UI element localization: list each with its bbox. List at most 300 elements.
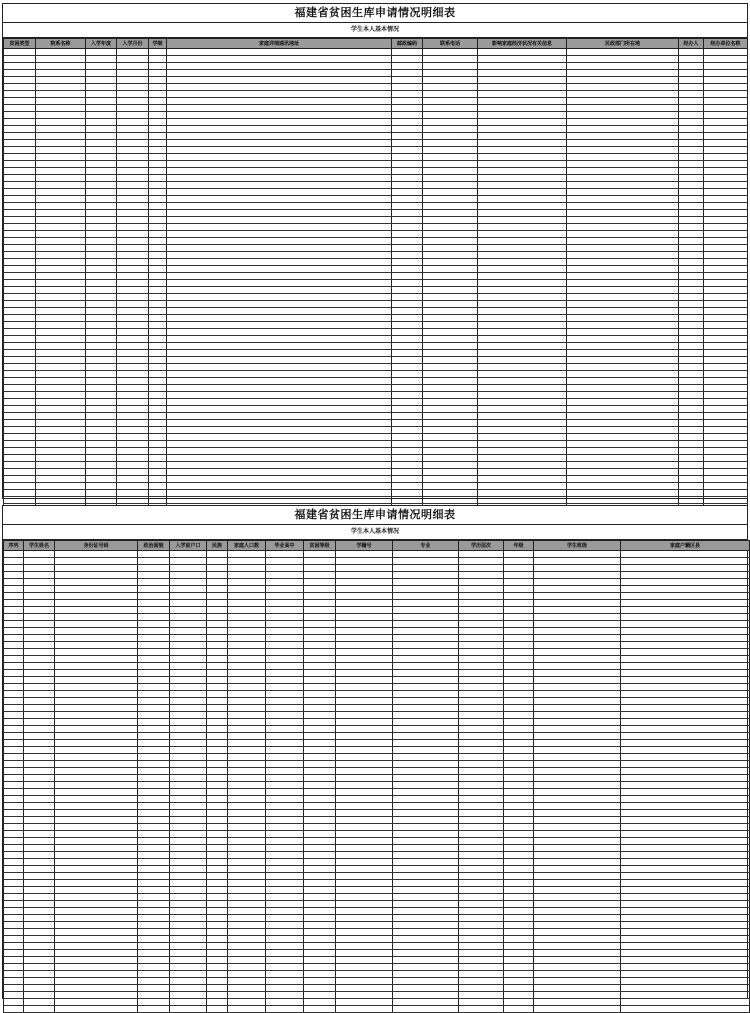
table-cell[interactable] <box>149 490 167 497</box>
table-cell[interactable] <box>393 733 459 740</box>
table-cell[interactable] <box>86 455 117 462</box>
table-cell[interactable] <box>4 803 24 810</box>
table-cell[interactable] <box>228 733 266 740</box>
table-cell[interactable] <box>228 992 266 999</box>
table-cell[interactable] <box>266 649 304 656</box>
table-cell[interactable] <box>534 768 621 775</box>
table-cell[interactable] <box>266 880 304 887</box>
table-cell[interactable] <box>478 392 567 399</box>
table-cell[interactable] <box>679 238 704 245</box>
table-cell[interactable] <box>534 621 621 628</box>
table-cell[interactable] <box>304 824 336 831</box>
table-cell[interactable] <box>704 497 748 504</box>
table-cell[interactable] <box>138 852 170 859</box>
table-cell[interactable] <box>621 789 750 796</box>
table-cell[interactable] <box>207 663 228 670</box>
table-cell[interactable] <box>567 413 679 420</box>
table-cell[interactable] <box>86 133 117 140</box>
table-cell[interactable] <box>138 887 170 894</box>
table-cell[interactable] <box>679 259 704 266</box>
table-cell[interactable] <box>138 726 170 733</box>
table-cell[interactable] <box>4 558 24 565</box>
table-cell[interactable] <box>392 413 423 420</box>
table-cell[interactable] <box>336 796 393 803</box>
table-cell[interactable] <box>679 301 704 308</box>
table-cell[interactable] <box>393 677 459 684</box>
table-cell[interactable] <box>567 154 679 161</box>
table-cell[interactable] <box>55 873 138 880</box>
table-cell[interactable] <box>4 761 24 768</box>
table-cell[interactable] <box>393 852 459 859</box>
table-cell[interactable] <box>336 845 393 852</box>
table-cell[interactable] <box>478 462 567 469</box>
table-cell[interactable] <box>24 985 55 992</box>
table-cell[interactable] <box>4 950 24 957</box>
table-cell[interactable] <box>336 775 393 782</box>
table-cell[interactable] <box>567 140 679 147</box>
table-cell[interactable] <box>534 586 621 593</box>
table-cell[interactable] <box>392 399 423 406</box>
table-cell[interactable] <box>36 203 86 210</box>
table-cell[interactable] <box>459 677 504 684</box>
table-cell[interactable] <box>149 98 167 105</box>
table-cell[interactable] <box>167 490 392 497</box>
table-cell[interactable] <box>459 971 504 978</box>
table-cell[interactable] <box>266 894 304 901</box>
table-cell[interactable] <box>55 600 138 607</box>
table-cell[interactable] <box>393 831 459 838</box>
table-cell[interactable] <box>170 740 207 747</box>
table-cell[interactable] <box>149 168 167 175</box>
table-cell[interactable] <box>86 126 117 133</box>
table-cell[interactable] <box>207 845 228 852</box>
table-cell[interactable] <box>336 992 393 999</box>
table-cell[interactable] <box>459 698 504 705</box>
table-cell[interactable] <box>336 971 393 978</box>
table-cell[interactable] <box>504 733 534 740</box>
table-cell[interactable] <box>478 469 567 476</box>
table-cell[interactable] <box>336 817 393 824</box>
table-cell[interactable] <box>459 628 504 635</box>
table-cell[interactable] <box>304 719 336 726</box>
table-cell[interactable] <box>55 824 138 831</box>
table-cell[interactable] <box>24 978 55 985</box>
table-cell[interactable] <box>392 266 423 273</box>
table-cell[interactable] <box>4 964 24 971</box>
table-cell[interactable] <box>86 63 117 70</box>
table-cell[interactable] <box>207 642 228 649</box>
table-cell[interactable] <box>266 614 304 621</box>
table-cell[interactable] <box>393 908 459 915</box>
table-cell[interactable] <box>138 978 170 985</box>
table-cell[interactable] <box>504 978 534 985</box>
table-cell[interactable] <box>117 399 149 406</box>
table-cell[interactable] <box>117 98 149 105</box>
table-cell[interactable] <box>228 950 266 957</box>
table-cell[interactable] <box>86 322 117 329</box>
table-cell[interactable] <box>392 490 423 497</box>
table-cell[interactable] <box>55 572 138 579</box>
table-cell[interactable] <box>336 649 393 656</box>
table-cell[interactable] <box>679 371 704 378</box>
table-cell[interactable] <box>170 964 207 971</box>
table-cell[interactable] <box>304 628 336 635</box>
table-cell[interactable] <box>207 852 228 859</box>
table-cell[interactable] <box>534 999 621 1006</box>
table-cell[interactable] <box>304 957 336 964</box>
table-cell[interactable] <box>4 126 36 133</box>
table-cell[interactable] <box>167 98 392 105</box>
table-cell[interactable] <box>228 649 266 656</box>
table-cell[interactable] <box>459 978 504 985</box>
table-cell[interactable] <box>24 754 55 761</box>
table-cell[interactable] <box>393 607 459 614</box>
table-cell[interactable] <box>86 252 117 259</box>
table-cell[interactable] <box>423 224 478 231</box>
table-cell[interactable] <box>704 448 748 455</box>
table-cell[interactable] <box>567 441 679 448</box>
table-cell[interactable] <box>459 656 504 663</box>
table-cell[interactable] <box>207 1006 228 1013</box>
table-cell[interactable] <box>117 280 149 287</box>
table-cell[interactable] <box>55 929 138 936</box>
table-cell[interactable] <box>138 754 170 761</box>
table-cell[interactable] <box>86 168 117 175</box>
table-cell[interactable] <box>266 579 304 586</box>
table-cell[interactable] <box>393 614 459 621</box>
table-cell[interactable] <box>86 294 117 301</box>
table-cell[interactable] <box>117 462 149 469</box>
table-cell[interactable] <box>423 49 478 56</box>
table-cell[interactable] <box>4 691 24 698</box>
table-cell[interactable] <box>207 670 228 677</box>
table-cell[interactable] <box>170 600 207 607</box>
table-cell[interactable] <box>304 789 336 796</box>
table-cell[interactable] <box>621 726 750 733</box>
table-cell[interactable] <box>304 768 336 775</box>
table-cell[interactable] <box>393 775 459 782</box>
table-cell[interactable] <box>704 147 748 154</box>
table-cell[interactable] <box>228 551 266 558</box>
table-cell[interactable] <box>4 957 24 964</box>
table-cell[interactable] <box>304 796 336 803</box>
table-cell[interactable] <box>621 698 750 705</box>
table-cell[interactable] <box>24 789 55 796</box>
table-cell[interactable] <box>167 203 392 210</box>
table-cell[interactable] <box>117 112 149 119</box>
table-cell[interactable] <box>336 978 393 985</box>
table-cell[interactable] <box>534 656 621 663</box>
table-cell[interactable] <box>4 329 36 336</box>
table-cell[interactable] <box>478 329 567 336</box>
table-cell[interactable] <box>149 84 167 91</box>
table-cell[interactable] <box>167 406 392 413</box>
table-cell[interactable] <box>36 266 86 273</box>
table-cell[interactable] <box>167 420 392 427</box>
table-cell[interactable] <box>228 1006 266 1013</box>
table-cell[interactable] <box>704 203 748 210</box>
table-cell[interactable] <box>423 189 478 196</box>
table-cell[interactable] <box>534 824 621 831</box>
table-cell[interactable] <box>504 579 534 586</box>
table-cell[interactable] <box>534 859 621 866</box>
table-cell[interactable] <box>567 273 679 280</box>
table-cell[interactable] <box>4 189 36 196</box>
table-cell[interactable] <box>423 119 478 126</box>
table-cell[interactable] <box>55 607 138 614</box>
table-cell[interactable] <box>504 810 534 817</box>
table-cell[interactable] <box>478 301 567 308</box>
table-cell[interactable] <box>36 77 86 84</box>
table-cell[interactable] <box>36 238 86 245</box>
table-cell[interactable] <box>36 252 86 259</box>
table-cell[interactable] <box>138 621 170 628</box>
table-cell[interactable] <box>459 733 504 740</box>
table-cell[interactable] <box>55 817 138 824</box>
table-cell[interactable] <box>4 385 36 392</box>
table-cell[interactable] <box>304 607 336 614</box>
table-cell[interactable] <box>304 761 336 768</box>
table-cell[interactable] <box>228 593 266 600</box>
table-cell[interactable] <box>534 677 621 684</box>
table-cell[interactable] <box>24 824 55 831</box>
table-cell[interactable] <box>167 217 392 224</box>
table-cell[interactable] <box>704 63 748 70</box>
table-cell[interactable] <box>4 565 24 572</box>
table-cell[interactable] <box>504 768 534 775</box>
table-cell[interactable] <box>24 691 55 698</box>
table-cell[interactable] <box>392 203 423 210</box>
table-cell[interactable] <box>704 119 748 126</box>
table-cell[interactable] <box>478 427 567 434</box>
table-cell[interactable] <box>207 628 228 635</box>
table-cell[interactable] <box>423 406 478 413</box>
table-cell[interactable] <box>4 782 24 789</box>
table-cell[interactable] <box>266 719 304 726</box>
table-cell[interactable] <box>621 565 750 572</box>
table-cell[interactable] <box>149 119 167 126</box>
table-cell[interactable] <box>4 112 36 119</box>
table-cell[interactable] <box>304 992 336 999</box>
table-cell[interactable] <box>117 189 149 196</box>
table-cell[interactable] <box>266 726 304 733</box>
table-cell[interactable] <box>679 217 704 224</box>
table-cell[interactable] <box>117 259 149 266</box>
table-cell[interactable] <box>704 84 748 91</box>
table-cell[interactable] <box>117 84 149 91</box>
table-cell[interactable] <box>266 677 304 684</box>
table-cell[interactable] <box>336 782 393 789</box>
table-cell[interactable] <box>24 817 55 824</box>
table-cell[interactable] <box>504 1006 534 1013</box>
table-cell[interactable] <box>36 84 86 91</box>
table-cell[interactable] <box>504 901 534 908</box>
table-cell[interactable] <box>4 845 24 852</box>
table-cell[interactable] <box>138 719 170 726</box>
table-cell[interactable] <box>534 712 621 719</box>
table-cell[interactable] <box>86 441 117 448</box>
table-cell[interactable] <box>228 663 266 670</box>
table-cell[interactable] <box>138 677 170 684</box>
table-cell[interactable] <box>392 147 423 154</box>
table-cell[interactable] <box>36 161 86 168</box>
table-cell[interactable] <box>117 203 149 210</box>
table-cell[interactable] <box>504 621 534 628</box>
table-cell[interactable] <box>24 712 55 719</box>
table-cell[interactable] <box>207 936 228 943</box>
table-cell[interactable] <box>478 385 567 392</box>
table-cell[interactable] <box>138 880 170 887</box>
table-cell[interactable] <box>149 315 167 322</box>
table-cell[interactable] <box>117 56 149 63</box>
table-cell[interactable] <box>228 845 266 852</box>
table-cell[interactable] <box>336 908 393 915</box>
table-cell[interactable] <box>336 754 393 761</box>
table-cell[interactable] <box>704 476 748 483</box>
table-cell[interactable] <box>24 831 55 838</box>
table-cell[interactable] <box>504 831 534 838</box>
table-cell[interactable] <box>4 497 36 504</box>
table-cell[interactable] <box>304 901 336 908</box>
table-cell[interactable] <box>24 915 55 922</box>
table-cell[interactable] <box>621 733 750 740</box>
table-cell[interactable] <box>86 196 117 203</box>
table-cell[interactable] <box>167 112 392 119</box>
table-cell[interactable] <box>4 161 36 168</box>
table-cell[interactable] <box>304 705 336 712</box>
table-cell[interactable] <box>679 406 704 413</box>
table-cell[interactable] <box>304 936 336 943</box>
table-cell[interactable] <box>393 803 459 810</box>
table-cell[interactable] <box>423 357 478 364</box>
table-cell[interactable] <box>167 168 392 175</box>
table-cell[interactable] <box>393 740 459 747</box>
table-cell[interactable] <box>207 992 228 999</box>
table-cell[interactable] <box>423 203 478 210</box>
table-cell[interactable] <box>621 558 750 565</box>
table-cell[interactable] <box>336 579 393 586</box>
table-cell[interactable] <box>117 273 149 280</box>
table-cell[interactable] <box>149 63 167 70</box>
table-cell[interactable] <box>459 985 504 992</box>
table-cell[interactable] <box>504 943 534 950</box>
table-cell[interactable] <box>207 691 228 698</box>
table-cell[interactable] <box>138 670 170 677</box>
table-cell[interactable] <box>4 196 36 203</box>
table-cell[interactable] <box>86 357 117 364</box>
table-cell[interactable] <box>86 273 117 280</box>
table-cell[interactable] <box>704 336 748 343</box>
table-cell[interactable] <box>567 483 679 490</box>
table-cell[interactable] <box>24 740 55 747</box>
table-cell[interactable] <box>304 670 336 677</box>
table-cell[interactable] <box>393 754 459 761</box>
table-cell[interactable] <box>679 245 704 252</box>
table-cell[interactable] <box>423 350 478 357</box>
table-cell[interactable] <box>24 971 55 978</box>
table-cell[interactable] <box>86 84 117 91</box>
table-cell[interactable] <box>392 112 423 119</box>
table-cell[interactable] <box>167 105 392 112</box>
table-cell[interactable] <box>55 887 138 894</box>
table-cell[interactable] <box>170 817 207 824</box>
table-cell[interactable] <box>149 154 167 161</box>
table-cell[interactable] <box>534 775 621 782</box>
table-cell[interactable] <box>266 796 304 803</box>
table-cell[interactable] <box>36 182 86 189</box>
table-cell[interactable] <box>336 663 393 670</box>
table-cell[interactable] <box>423 126 478 133</box>
table-cell[interactable] <box>392 483 423 490</box>
table-cell[interactable] <box>207 894 228 901</box>
table-cell[interactable] <box>393 712 459 719</box>
table-cell[interactable] <box>704 378 748 385</box>
table-cell[interactable] <box>36 287 86 294</box>
table-cell[interactable] <box>149 462 167 469</box>
table-cell[interactable] <box>55 684 138 691</box>
table-cell[interactable] <box>459 999 504 1006</box>
table-cell[interactable] <box>534 670 621 677</box>
table-cell[interactable] <box>459 691 504 698</box>
table-cell[interactable] <box>621 950 750 957</box>
table-cell[interactable] <box>393 817 459 824</box>
table-cell[interactable] <box>228 677 266 684</box>
table-cell[interactable] <box>117 441 149 448</box>
table-cell[interactable] <box>392 371 423 378</box>
table-cell[interactable] <box>266 978 304 985</box>
table-cell[interactable] <box>567 308 679 315</box>
table-cell[interactable] <box>304 950 336 957</box>
table-cell[interactable] <box>478 294 567 301</box>
table-cell[interactable] <box>459 642 504 649</box>
table-cell[interactable] <box>207 922 228 929</box>
table-cell[interactable] <box>423 154 478 161</box>
table-cell[interactable] <box>170 831 207 838</box>
table-cell[interactable] <box>36 49 86 56</box>
table-cell[interactable] <box>207 908 228 915</box>
table-cell[interactable] <box>392 245 423 252</box>
table-cell[interactable] <box>567 392 679 399</box>
table-cell[interactable] <box>86 308 117 315</box>
table-cell[interactable] <box>459 943 504 950</box>
table-cell[interactable] <box>679 287 704 294</box>
table-cell[interactable] <box>207 810 228 817</box>
table-cell[interactable] <box>167 392 392 399</box>
table-cell[interactable] <box>266 572 304 579</box>
table-cell[interactable] <box>423 420 478 427</box>
table-cell[interactable] <box>704 329 748 336</box>
table-cell[interactable] <box>207 551 228 558</box>
table-cell[interactable] <box>393 964 459 971</box>
table-cell[interactable] <box>704 238 748 245</box>
table-cell[interactable] <box>621 873 750 880</box>
table-cell[interactable] <box>228 740 266 747</box>
table-cell[interactable] <box>392 301 423 308</box>
table-cell[interactable] <box>504 908 534 915</box>
table-cell[interactable] <box>149 140 167 147</box>
table-cell[interactable] <box>534 908 621 915</box>
table-cell[interactable] <box>336 642 393 649</box>
table-cell[interactable] <box>459 635 504 642</box>
table-cell[interactable] <box>86 434 117 441</box>
table-cell[interactable] <box>138 656 170 663</box>
table-cell[interactable] <box>228 943 266 950</box>
table-cell[interactable] <box>304 747 336 754</box>
table-cell[interactable] <box>478 287 567 294</box>
table-cell[interactable] <box>4 607 24 614</box>
table-cell[interactable] <box>117 77 149 84</box>
table-cell[interactable] <box>459 901 504 908</box>
